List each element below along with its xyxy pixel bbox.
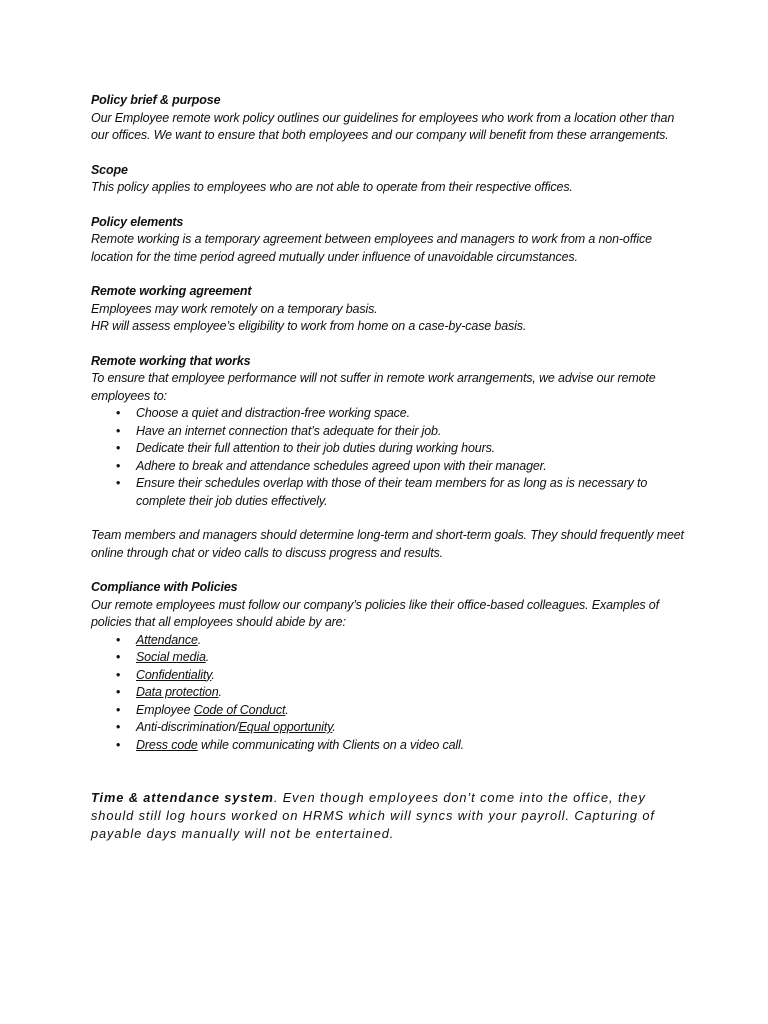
bullet-icon: • (116, 720, 121, 734)
list-item-suffix: . (332, 720, 336, 734)
list-item-suffix: while communicating with Clients on a video call. (197, 737, 464, 752)
confidentiality-link[interactable]: Confidentiality (136, 667, 212, 682)
list-item (91, 405, 691, 423)
list-item-prefix: Employee (136, 702, 194, 717)
list-item (91, 702, 691, 720)
section-compliance (91, 579, 691, 754)
bullet-icon: • (116, 632, 121, 647)
list-item-suffix: . (211, 667, 215, 682)
list-item (91, 440, 691, 458)
section-policy-brief (91, 92, 691, 145)
bullet-icon: • (116, 650, 121, 664)
list-item-suffix: . (197, 632, 202, 647)
bullet-icon: • (116, 406, 121, 420)
list-item-text: Choose a quiet and distraction-free working space. (136, 406, 410, 420)
bullet-icon: • (116, 702, 121, 717)
attendance-link[interactable]: Attendance (136, 632, 198, 647)
list-item-text: Ensure their schedules overlap with those of their team members for as long as is necessary to complete their job duties effectively. (136, 476, 648, 508)
code-of-conduct-link[interactable]: Code of Conduct (193, 702, 286, 717)
list-item-text: Dedicate their full attention to their job duties during working hours. (136, 441, 496, 455)
paragraph-scope: This policy applies to employees who are not able to operate from their respective offices. (91, 180, 573, 194)
equal-opportunity-link[interactable]: Equal opportunity (238, 720, 333, 734)
paragraph-compliance-intro: Our remote employees must follow our company’s policies like their office-based colleagues. Examples of policies that all employees should abide by are: (91, 597, 659, 629)
list-item (91, 684, 691, 702)
paragraph-policy-elements: Remote working is a temporary agreement between employees and managers to work from a non-office location for the time period agreed mutually under influence of unavoidable circumstances. (91, 232, 652, 264)
bullet-icon: • (116, 441, 121, 455)
paragraph-remote-works-intro: To ensure that employee performance will not suffer in remote work arrangements, we advise our remote employees to: (91, 371, 656, 403)
list-item (91, 475, 691, 510)
heading-scope: Scope (91, 162, 128, 177)
heading-remote-agreement: Remote working agreement (91, 284, 252, 298)
policy-document (91, 92, 691, 843)
list-item-suffix: . (205, 650, 210, 664)
heading-compliance: Compliance with Policies (91, 580, 238, 594)
section-scope (91, 162, 691, 197)
spacer (91, 510, 691, 527)
paragraph-team-goals: Team members and managers should determine long-term and short-term goals. They should frequently meet online through chat or video calls to discuss progress and results. (91, 528, 684, 560)
heading-time-attendance: Time & attendance system (91, 790, 274, 805)
list-item (91, 423, 691, 441)
dress-code-link[interactable]: Dress code (136, 737, 198, 752)
list-item (91, 632, 691, 650)
list-item-text: Adhere to break and attendance schedules agreed upon with their manager. (136, 458, 547, 473)
bullet-icon: • (116, 476, 121, 490)
list-item (91, 667, 691, 685)
section-remote-works (91, 353, 691, 563)
bullet-icon: • (116, 458, 121, 473)
list-item-text: Have an internet connection that’s adequate for their job. (136, 423, 442, 438)
time-attendance-text: . Even though employees don’t come into the office, they should still log hours worked on HRMS which will syncs with your payroll. Capturing of payable days manually will not be entertained. (91, 790, 655, 841)
bullet-icon: • (116, 667, 121, 682)
heading-policy-elements: Policy elements (91, 214, 184, 229)
list-item-suffix: . (285, 702, 289, 717)
data-protection-link[interactable]: Data protection (136, 685, 219, 699)
section-policy-elements (91, 214, 691, 267)
paragraph-agreement-line-1: Employees may work remotely on a temporary basis. (91, 301, 378, 316)
heading-remote-works: Remote working that works (91, 353, 251, 368)
list-item (91, 719, 691, 737)
section-remote-agreement (91, 283, 691, 336)
bullet-icon: • (116, 737, 121, 752)
bullet-icon: • (116, 685, 121, 699)
list-item-suffix: . (218, 685, 222, 699)
list-item (91, 737, 691, 755)
paragraph-policy-brief: Our Employee remote work policy outlines our guidelines for employees who work from a location other than our offices. We want to ensure that both employees and our company will benefit from these arrangements. (91, 110, 675, 142)
compliance-list (91, 632, 691, 755)
paragraph-time-attendance (91, 789, 691, 843)
remote-works-list (91, 405, 691, 510)
bullet-icon: • (116, 423, 121, 438)
list-item-prefix: Anti-discrimination/ (136, 720, 239, 734)
list-item (91, 649, 691, 667)
list-item (91, 458, 691, 476)
paragraph-agreement-line-2: HR will assess employee’s eligibility to work from home on a case-by-case basis. (91, 319, 527, 333)
social-media-link[interactable]: Social media (136, 650, 206, 664)
heading-policy-brief: Policy brief & purpose (91, 93, 221, 107)
